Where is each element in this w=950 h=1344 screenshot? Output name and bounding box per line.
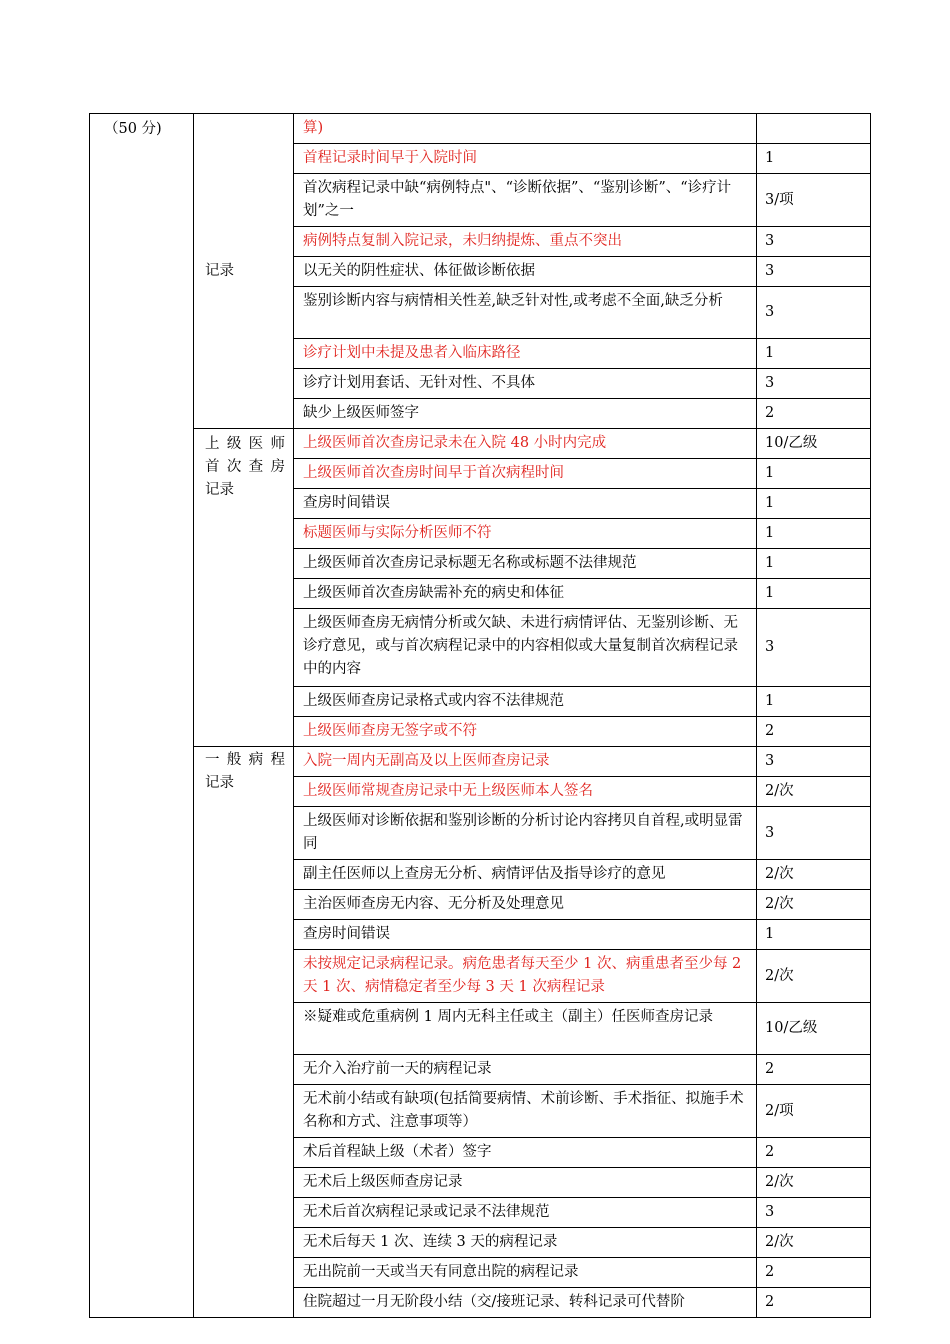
subcategory-label-line: 记录 [205, 482, 234, 498]
deduction-item: 无术前小结或有缺项(包括简要病情、术前诊断、手术指征、拟施手术名称和方式、注意事项等） [294, 1085, 757, 1138]
deduction-item: 上级医师查房无签字或不符 [294, 717, 757, 747]
deduction-score: 1 [757, 519, 871, 549]
deduction-item: 无术后首次病程记录或记录不法律规范 [294, 1198, 757, 1228]
subcategory-label-line: 一般病程 [205, 752, 285, 768]
deduction-item: 上级医师首次查房时间早于首次病程时间 [294, 459, 757, 489]
category-cell [90, 114, 194, 1318]
subcategory-cell [194, 114, 294, 429]
deduction-score: 1 [757, 687, 871, 717]
deduction-item: 入院一周内无副高及以上医师查房记录 [294, 747, 757, 777]
deduction-score: 2/项 [757, 1085, 871, 1138]
deduction-score: 2 [757, 1258, 871, 1288]
deduction-score: 1 [757, 144, 871, 174]
deduction-item: 缺少上级医师签字 [294, 399, 757, 429]
deduction-score: 2 [757, 1288, 871, 1318]
deduction-score: 3 [757, 227, 871, 257]
subcategory-label-line: 上级医师 [205, 436, 285, 452]
deduction-item: 术后首程缺上级（术者）签字 [294, 1138, 757, 1168]
deduction-score: 2 [757, 1055, 871, 1085]
deduction-item: 上级医师查房无病情分析或欠缺、未进行病情评估、无鉴别诊断、无诊疗意见，或与首次病程记录中的内容相似或大量复制首次病程记录中的内容 [294, 609, 757, 687]
table-row [90, 429, 871, 459]
deduction-score: 1 [757, 579, 871, 609]
deduction-score: 2 [757, 717, 871, 747]
scoring-table [89, 113, 871, 1318]
subcategory-label-line: 记录 [205, 262, 234, 279]
deduction-item: 诊疗计划中未提及患者入临床路径 [294, 339, 757, 369]
deduction-item: 病例特点复制入院记录，未归纳提炼、重点不突出 [294, 227, 757, 257]
deduction-score: 10/乙级 [757, 429, 871, 459]
deduction-item: 算) [294, 114, 757, 144]
deduction-score: 3 [757, 257, 871, 287]
deduction-score: 1 [757, 920, 871, 950]
deduction-item: 上级医师对诊断依据和鉴别诊断的分析讨论内容拷贝自首程,或明显雷同 [294, 807, 757, 860]
deduction-item: 诊疗计划用套话、无针对性、不具体 [294, 369, 757, 399]
deduction-item: 上级医师首次查房记录未在入院 48 小时内完成 [294, 429, 757, 459]
deduction-item: 首次病程记录中缺“病例特点"、“诊断依据”、“鉴别诊断”、“诊疗计划”之一 [294, 174, 757, 227]
deduction-score: 2/次 [757, 950, 871, 1003]
deduction-item: ※疑难或危重病例 1 周内无科主任或主（副主）任医师查房记录 [294, 1003, 757, 1055]
deduction-score: 10/乙级 [757, 1003, 871, 1055]
deduction-item: 上级医师首次查房缺需补充的病史和体征 [294, 579, 757, 609]
deduction-item: 首程记录时间早于入院时间 [294, 144, 757, 174]
deduction-item: 查房时间错误 [294, 920, 757, 950]
subcategory-cell [194, 429, 294, 747]
deduction-score: 2/次 [757, 777, 871, 807]
subcategory-cell [194, 747, 294, 1318]
deduction-score: 2/次 [757, 860, 871, 890]
deduction-score: 2 [757, 1138, 871, 1168]
deduction-item: 副主任医师以上查房无分析、病情评估及指导诊疗的意见 [294, 860, 757, 890]
deduction-score [757, 114, 871, 144]
subcategory-label-line: 首次查房 [205, 459, 285, 475]
deduction-item: 以无关的阴性症状、体征做诊断依据 [294, 257, 757, 287]
deduction-score: 2/次 [757, 1168, 871, 1198]
deduction-item: 未按规定记录病程记录。病危患者每天至少 1 次、病重患者至少每 2 天 1 次、病情稳定者至少每 3 天 1 次病程记录 [294, 950, 757, 1003]
deduction-score: 2 [757, 399, 871, 429]
deduction-score: 1 [757, 459, 871, 489]
deduction-score: 1 [757, 339, 871, 369]
deduction-score: 3 [757, 807, 871, 860]
deduction-score: 2/次 [757, 890, 871, 920]
category-label: （50 分) [104, 121, 162, 137]
deduction-score: 3 [757, 747, 871, 777]
deduction-item: 无出院前一天或当天有同意出院的病程记录 [294, 1258, 757, 1288]
subcategory-label-line: 记录 [205, 775, 234, 791]
deduction-item: 无介入治疗前一天的病程记录 [294, 1055, 757, 1085]
deduction-item: 上级医师常规查房记录中无上级医师本人签名 [294, 777, 757, 807]
deduction-score: 3 [757, 369, 871, 399]
deduction-score: 1 [757, 549, 871, 579]
deduction-item: 上级医师查房记录格式或内容不法律规范 [294, 687, 757, 717]
table-body [90, 114, 871, 1318]
table-row [90, 747, 871, 777]
deduction-item: 查房时间错误 [294, 489, 757, 519]
deduction-score: 3/项 [757, 174, 871, 227]
deduction-score: 3 [757, 1198, 871, 1228]
deduction-item: 鉴别诊断内容与病情相关性差,缺乏针对性,或考虑不全面,缺乏分析 [294, 287, 757, 339]
deduction-item: 标题医师与实际分析医师不符 [294, 519, 757, 549]
deduction-item: 住院超过一月无阶段小结（交/接班记录、转科记录可代替阶 [294, 1288, 757, 1318]
deduction-score: 1 [757, 489, 871, 519]
table-row [90, 114, 871, 144]
deduction-item: 无术后上级医师查房记录 [294, 1168, 757, 1198]
deduction-score: 3 [757, 609, 871, 687]
deduction-item: 上级医师首次查房记录标题无名称或标题不法律规范 [294, 549, 757, 579]
deduction-score: 3 [757, 287, 871, 339]
deduction-score: 2/次 [757, 1228, 871, 1258]
deduction-item: 无术后每天 1 次、连续 3 天的病程记录 [294, 1228, 757, 1258]
deduction-item: 主治医师查房无内容、无分析及处理意见 [294, 890, 757, 920]
